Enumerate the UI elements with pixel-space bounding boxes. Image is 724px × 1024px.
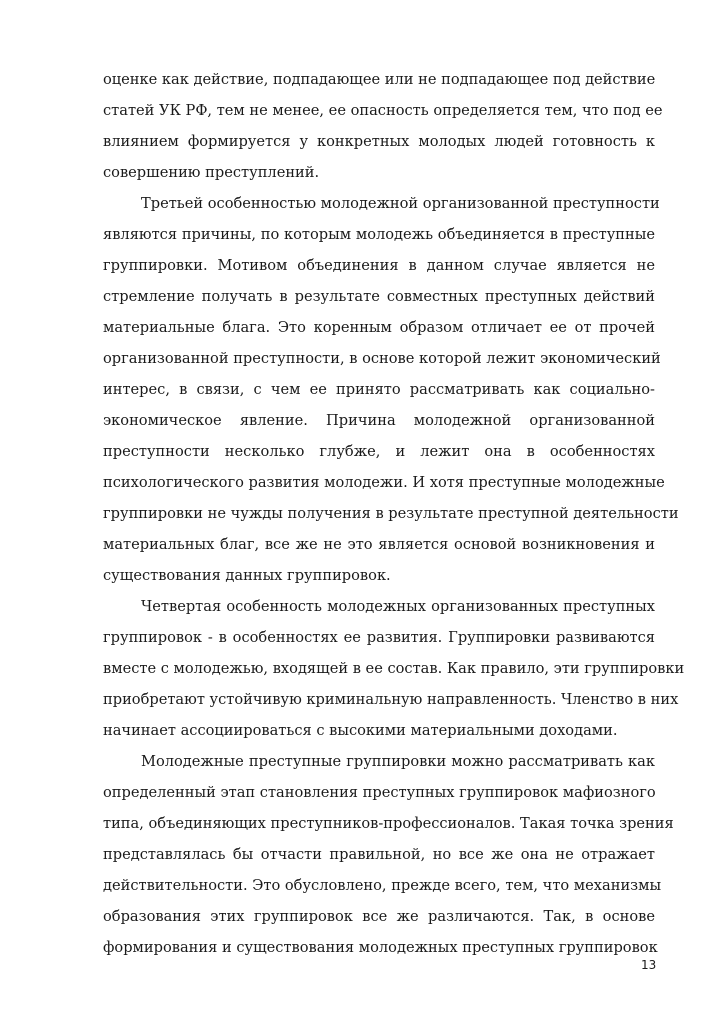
paragraph-1 (103, 64, 663, 188)
page-number: 13 (641, 958, 657, 972)
text-line: экономическое явление. Причина молодежной организованной (103, 412, 655, 429)
text-line: оценке как действие, подпадающее или не подпадающее под действие (103, 71, 656, 88)
text-line: интерес, в связи, с чем ее принято рассматривать как социально- (103, 381, 655, 398)
text-line: Третьей особенностью молодежной организованной преступности (141, 195, 660, 212)
paragraph-4 (103, 746, 674, 963)
text-line: Молодежные преступные группировки можно рассматривать как (141, 753, 655, 770)
text-line: стремление получать в результате совместных преступных действий (103, 288, 655, 305)
text-line: начинает ассоциироваться с высокими материальными доходами. (103, 722, 618, 739)
text-line: определенный этап становления преступных группировок мафиозного (103, 784, 656, 801)
paragraph-2 (103, 188, 679, 591)
text-line: группировки. Мотивом объединения в данном случае является не (103, 257, 655, 274)
text-line: психологического развития молодежи. И хотя преступные молодежные (103, 474, 665, 491)
text-line: формирования и существования молодежных преступных группировок (103, 939, 658, 956)
text-line: вместе с молодежью, входящей в ее состав. Как правило, эти группировки (103, 660, 685, 677)
text-line: являются причины, по которым молодежь объединяется в преступные (103, 226, 655, 243)
text-line: группировок - в особенностях ее развития. Группировки развиваются (103, 629, 655, 646)
text-line: материальные блага. Это коренным образом отличает ее от прочей (103, 319, 655, 336)
text-line: существования данных группировок. (103, 567, 391, 584)
text-line: материальных благ, все же не это является основой возникновения и (103, 536, 655, 553)
text-line: приобретают устойчивую криминальную направленность. Членство в них (103, 691, 679, 708)
paragraph-3 (103, 591, 685, 746)
body-text (103, 64, 685, 963)
text-line: представлялась бы отчасти правильной, но все же она не отражает (103, 846, 655, 863)
text-line: организованной преступности, в основе которой лежит экономический (103, 350, 661, 367)
text-line: статей УК РФ, тем не менее, ее опасность определяется тем, что под ее (103, 102, 663, 119)
text-line: типа, объединяющих преступников-профессионалов. Такая точка зрения (103, 815, 674, 832)
text-line: действительности. Это обусловлено, прежде всего, тем, что механизмы (103, 877, 662, 894)
text-line: совершению преступлений. (103, 164, 320, 181)
text-line: образования этих группировок все же различаются. Так, в основе (103, 908, 655, 925)
text-line: преступности несколько глубже, и лежит она в особенностях (103, 443, 655, 460)
text-line: группировки не чужды получения в результате преступной деятельности (103, 505, 679, 522)
text-line: Четвертая особенность молодежных организованных преступных (141, 598, 655, 615)
text-line: влиянием формируется у конкретных молодых людей готовность к (103, 133, 655, 150)
